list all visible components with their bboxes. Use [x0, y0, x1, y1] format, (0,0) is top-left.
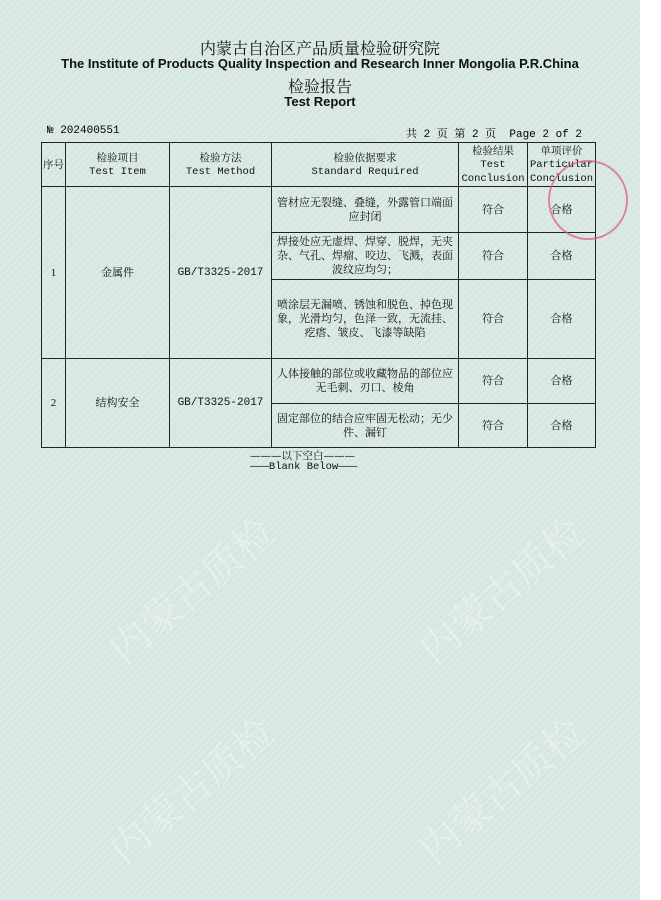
cell-result: 符合 [459, 359, 528, 404]
header-evaluation: 单项评价 Particular Conclusion [528, 143, 596, 187]
table-row [42, 359, 596, 404]
cell-evaluation: 合格 [528, 280, 596, 359]
cell-evaluation: 合格 [528, 187, 596, 233]
cell-standard: 喷涂层无漏喷、锈蚀和脱色、掉色现象，光滑均匀，色泽一致，无流挂、疙瘩、皱皮、飞漆等缺陷 [272, 280, 459, 359]
report-title-en: Test Report [284, 94, 356, 109]
cell-result: 符合 [459, 404, 528, 448]
table-row [42, 187, 596, 233]
watermark: 内蒙古质检 [410, 509, 594, 674]
header-no: 序号 [42, 143, 66, 187]
table-header [42, 143, 596, 187]
cell-standard: 焊接处应无虚焊、焊穿、脱焊，无夹杂、气孔、焊瘤、咬边、飞溅，表面波纹应均匀； [272, 233, 459, 280]
results-table [41, 142, 596, 448]
cell-item: 金属件 [66, 187, 170, 359]
institute-name-cn: 内蒙古自治区产品质量检验研究院 [199, 39, 440, 58]
watermark: 内蒙古质检 [410, 709, 594, 874]
cell-evaluation: 合格 [528, 359, 596, 404]
header-result: 检验结果 Test Conclusion [459, 143, 528, 187]
header-item: 检验项目 Test Item [66, 143, 170, 187]
header-standard: 检验依据要求 Standard Required [272, 143, 459, 187]
official-seal [548, 160, 628, 240]
cell-evaluation: 合格 [528, 404, 596, 448]
cell-no: 2 [42, 359, 66, 448]
cell-method: GB/T3325-2017 [170, 359, 272, 448]
cell-result: 符合 [459, 187, 528, 233]
report-number: № 202400551 [47, 125, 120, 137]
cell-standard: 固定部位的结合应牢固无松动；无少件、漏钉 [272, 404, 459, 448]
blank-below-en: ———Blank Below——— [250, 461, 358, 473]
cell-evaluation: 合格 [528, 233, 596, 280]
institute-name-en: The Institute of Products Quality Inspection and Research Inner Mongolia P.R.China [61, 56, 579, 71]
page-info: 共 2 页 第 2 页 Page 2 of 2 [405, 129, 582, 141]
cell-result: 符合 [459, 280, 528, 359]
report-title-cn: 检验报告 [287, 77, 352, 96]
blank-below-cn: ———以下空白——— [250, 450, 355, 462]
cell-result: 符合 [459, 233, 528, 280]
cell-item: 结构安全 [66, 359, 170, 448]
watermark: 内蒙古质检 [100, 509, 284, 674]
watermark: 内蒙古质检 [100, 709, 284, 874]
header-method: 检验方法 Test Method [170, 143, 272, 187]
cell-standard: 人体接触的部位或收藏物品的部位应无毛刺、刃口、棱角 [272, 359, 459, 404]
cell-standard: 管材应无裂缝、叠缝，外露管口端面应封闭 [272, 187, 459, 233]
cell-method: GB/T3325-2017 [170, 187, 272, 359]
cell-no: 1 [42, 187, 66, 359]
